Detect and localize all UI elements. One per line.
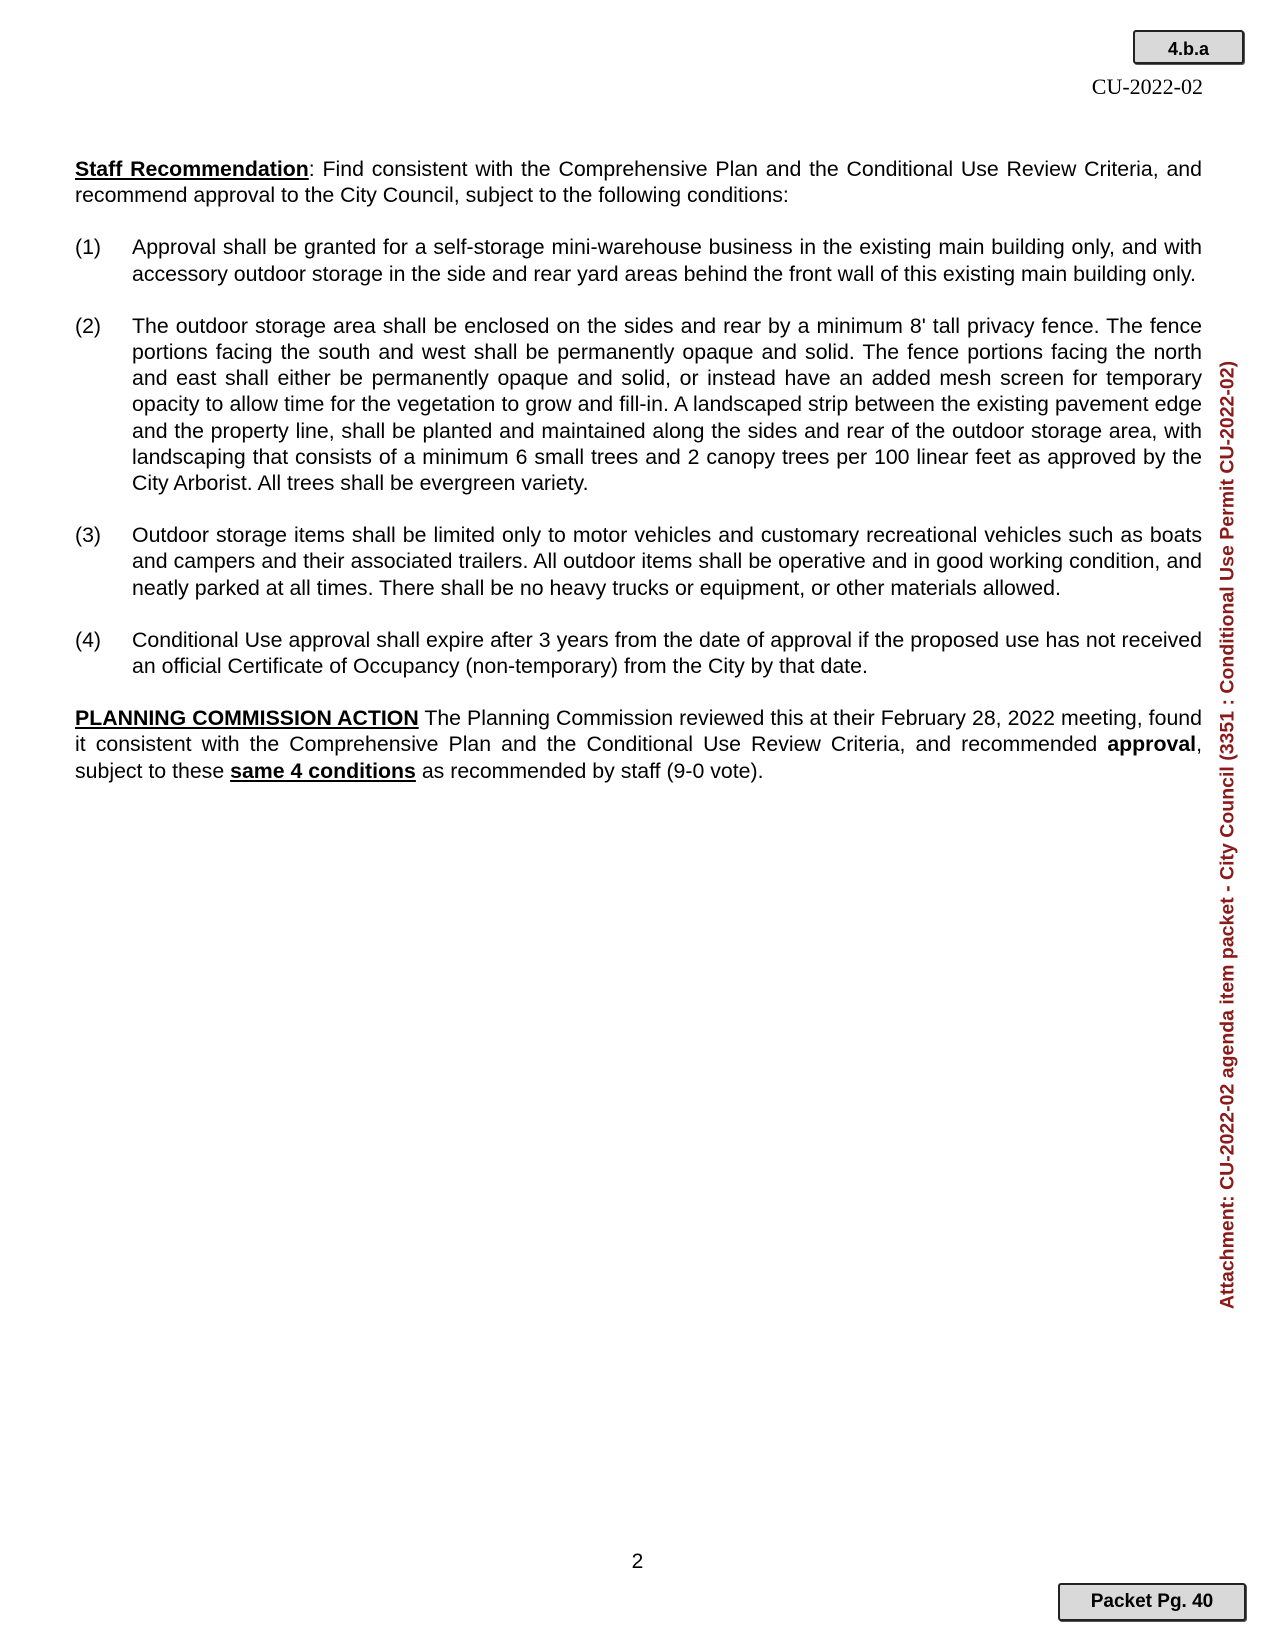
staff-recommendation-heading: Staff Recommendation — [75, 157, 309, 181]
condition-number: (1) — [75, 235, 102, 260]
condition-item — [75, 234, 1202, 286]
planning-commission-heading: PLANNING COMMISSION ACTION — [75, 706, 419, 731]
page-number: 2 — [631, 1550, 644, 1573]
condition-number: (2) — [75, 313, 102, 338]
approval-emphasis: approval — [1107, 732, 1197, 757]
packet-page-box: Packet Pg. 40 — [1058, 1583, 1246, 1621]
staff-recommendation-paragraph — [75, 156, 1202, 208]
condition-item — [75, 522, 1202, 601]
staff-recommendation-text: : Find consistent with the Comprehensive Plan and the Conditional Use Review Criteria, and recommend approval to the City Council, subject to the following conditions: — [75, 157, 1202, 208]
condition-item — [75, 313, 1202, 496]
planning-text-3: as recommended by staff (9-0 vote). — [415, 758, 764, 783]
condition-text: Conditional Use approval shall expire after 3 years from the date of approval if the proposed use has not received an official Certificate of Occupancy (non-temporary) from the City by that date. — [132, 627, 1202, 679]
item-tag-box: 4.b.a — [1133, 30, 1244, 64]
condition-text: Outdoor storage items shall be limited only to motor vehicles and customary recreational vehicles such as boats and campers and their associated trailers. All outdoor items shall be operative and in good working condition, and neatly parked at all times. There shall be no heavy trucks or equipment, or other materials allowed. — [132, 523, 1202, 600]
document-body — [75, 156, 1202, 810]
condition-text: The outdoor storage area shall be enclosed on the sides and rear by a minimum 8' tall privacy fence. The fence portions facing the south and west shall be permanently opaque and solid. The fence portions facing the north and east shall either be permanently opaque and solid, or instead have an added mesh screen for temporary opacity to allow time for the vegetation to grow and fill-in. A landscaped strip between the existing pavement edge and the property line, shall be planted and maintained along the sides and rear of the outdoor storage area, with landscaping that consists of a minimum 6 small trees and 2 canopy trees per 100 linear feet as approved by the City Arborist. All trees shall be evergreen variety. — [132, 313, 1202, 496]
planning-text-1: The Planning Commission reviewed this at their February 28, 2022 meeting, found it consistent with the Comprehensive Plan and the Conditional Use Review Criteria, and recommended — [75, 706, 1202, 757]
document-id: CU-2022-02 — [1091, 74, 1203, 99]
conditions-emphasis: same 4 conditions — [230, 758, 416, 783]
side-attachment-strip — [1213, 320, 1243, 1350]
attachment-label: Attachment: CU-2022-02 agenda item packet - City Council (3351 : Conditional Use Permit CU-2022-02) — [1216, 360, 1239, 1310]
planning-commission-paragraph — [75, 705, 1202, 784]
condition-number: (3) — [75, 523, 102, 548]
condition-number: (4) — [75, 627, 102, 652]
condition-item — [75, 627, 1202, 679]
condition-text: Approval shall be granted for a self-storage mini-warehouse business in the existing main building only, and with accessory outdoor storage in the side and rear yard areas behind the front wall of this existing main building only. — [132, 235, 1202, 286]
planning-text-2: , subject to these — [75, 732, 1202, 783]
